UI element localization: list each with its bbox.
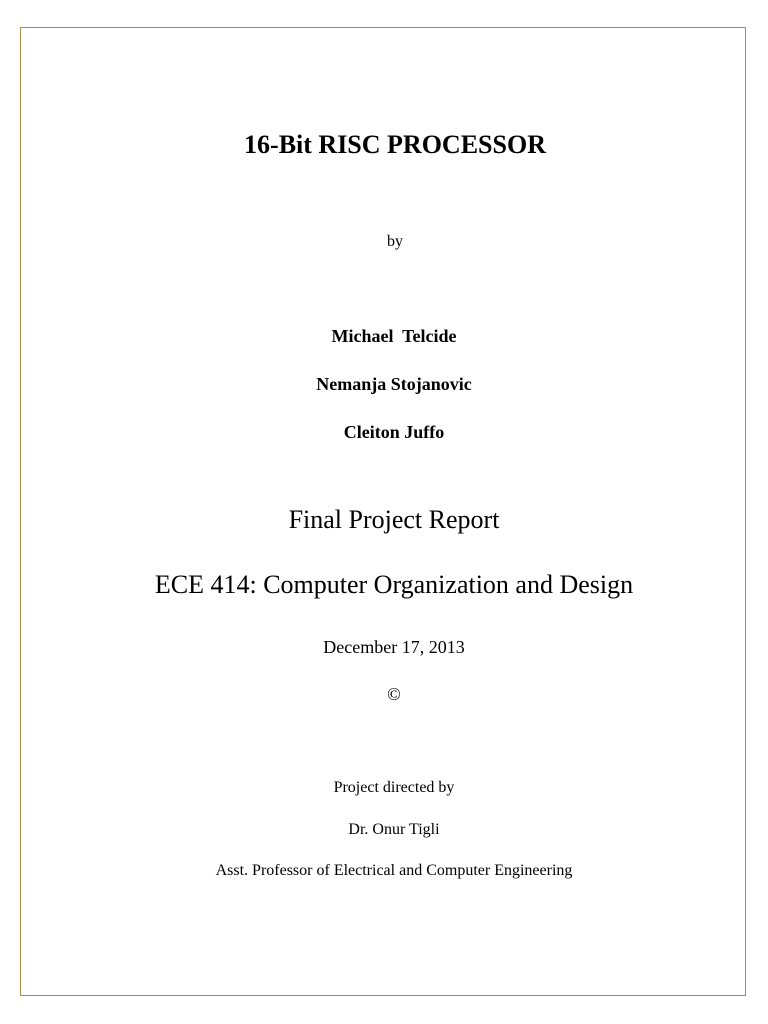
author-name: Cleiton Juffo: [343, 422, 445, 442]
author-name: Michael Telcide: [331, 326, 457, 346]
report-title: 16-Bit RISC PROCESSOR: [244, 130, 546, 159]
director-position: Asst. Professor of Electrical and Computer Engineering: [215, 862, 573, 879]
director-name: Dr. Onur Tigli: [348, 821, 440, 838]
report-type: Final Project Report: [288, 505, 500, 534]
author-name: Nemanja Stojanovic: [316, 374, 472, 394]
by-label: by: [387, 233, 403, 250]
copyright-symbol: ©: [387, 684, 401, 704]
directed-by-label: Project directed by: [333, 779, 455, 796]
course-name: ECE 414: Computer Organization and Design: [154, 570, 634, 599]
report-date: December 17, 2013: [323, 637, 465, 657]
